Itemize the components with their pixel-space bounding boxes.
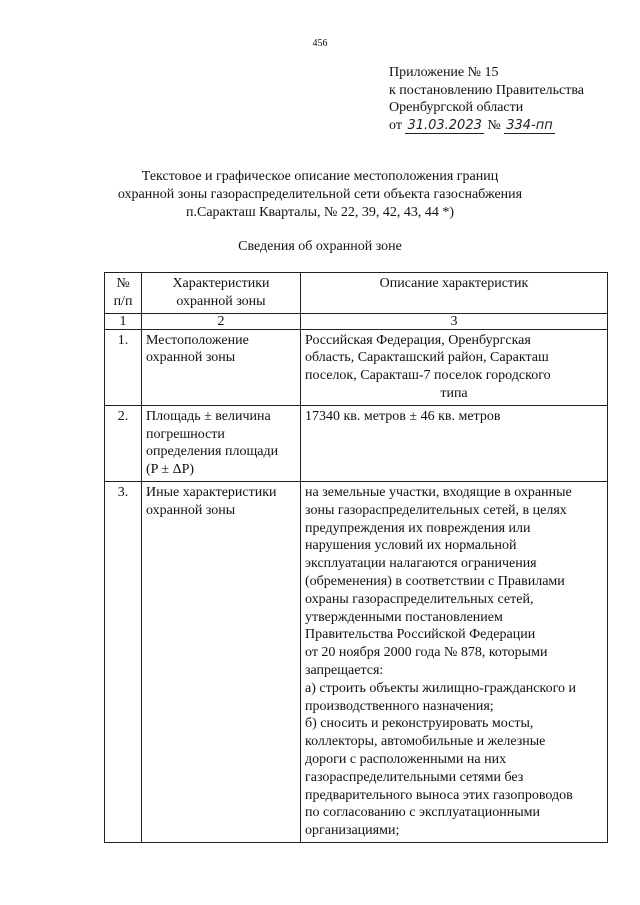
title-line-2: охранной зоны газораспределительной сети объекта газоснабжения — [117, 187, 523, 202]
table-header-row — [105, 273, 608, 314]
row-characteristic — [142, 405, 301, 481]
appendix-line-2: к постановлению Правительства — [389, 82, 585, 98]
title-line-1: Текстовое и графическое описание местоположения границ — [141, 169, 499, 184]
description-line: производственного назначения; — [305, 698, 494, 714]
description-line: по согласованию с эксплуатационными — [305, 805, 540, 821]
description-line: поселок, Саракташ-7 поселок городского — [305, 368, 551, 384]
table-row — [105, 405, 608, 481]
row-number: 2. — [105, 405, 142, 481]
appendix-date-line — [389, 117, 584, 135]
table-row — [105, 481, 608, 842]
zone-info-table — [104, 272, 608, 843]
description-line: б) сносить и реконструировать мосты, — [305, 716, 534, 732]
title-line-3: п.Саракташ Кварталы, № 22, 39, 42, 43, 44 *) — [186, 205, 454, 220]
row-number: 3. — [105, 481, 142, 842]
row-characteristic: Местоположение охранной зоны — [142, 329, 301, 405]
row-description — [301, 405, 608, 481]
description-line: 17340 кв. метров ± 46 кв. метров — [305, 408, 501, 424]
number-prefix: № — [487, 117, 501, 133]
handwritten-date: 31.03.2023 — [407, 117, 482, 133]
description-line: (обременения) в соответствии с Правилами — [305, 573, 565, 589]
characteristic-line: Площадь ± величина — [146, 408, 271, 424]
description-line: Правительства Российской Федерации — [305, 627, 536, 643]
date-prefix: от — [389, 117, 402, 133]
description-line: утвержденными постановлением — [305, 609, 503, 625]
description-line: предупреждения их повреждения или — [305, 520, 531, 536]
characteristic-line: определения площади — [146, 444, 279, 460]
header-description: Описание характеристик — [301, 273, 608, 314]
description-line: запрещается: — [305, 662, 384, 678]
description-line: охраны газораспределительных сетей, — [305, 591, 534, 607]
description-line: область, Саракташский район, Саракташ — [305, 350, 549, 366]
column-number: 1 — [105, 313, 142, 329]
description-line: Российская Федерация, Оренбургская — [305, 332, 531, 348]
characteristic-line: погрешности — [146, 426, 225, 442]
column-numbers-row — [105, 313, 608, 329]
table-row — [105, 329, 608, 405]
appendix-line-3: Оренбургской области — [389, 100, 524, 115]
characteristic-line: (P ± ΔP) — [146, 462, 195, 478]
header-number: № п/п — [105, 273, 142, 314]
column-number: 2 — [142, 313, 301, 329]
row-description — [301, 481, 608, 842]
description-line: дороги с расположенными на них — [305, 751, 507, 767]
row-description — [301, 329, 608, 405]
row-characteristic: Иные характеристики охранной зоны — [142, 481, 301, 842]
description-line: предварительного выноса этих газопроводов — [305, 787, 573, 803]
description-line: типа — [440, 385, 468, 401]
column-number: 3 — [301, 313, 608, 329]
description-line: газораспределительными сетями без — [305, 769, 524, 785]
description-line: эксплуатации налагаются ограничения — [305, 556, 537, 572]
page-number: 456 — [312, 38, 328, 49]
description-line: зоны газораспределительных сетей, в целях — [305, 502, 567, 518]
description-line: а) строить объекты жилищно-гражданского и — [305, 680, 576, 696]
header-characteristics: Характеристики охранной зоны — [142, 273, 301, 314]
appendix-line-1: Приложение № 15 — [389, 65, 499, 80]
row-number: 1. — [105, 329, 142, 405]
description-line: нарушения условий их нормальной — [305, 538, 517, 554]
description-line: на земельные участки, входящие в охранные — [305, 484, 572, 500]
section-title: Сведения об охранной зоне — [238, 239, 402, 254]
appendix-header — [389, 64, 584, 134]
document-title — [0, 168, 640, 222]
description-line: от 20 ноября 2000 года № 878, которыми — [305, 645, 548, 661]
handwritten-number: 334-пп — [506, 117, 553, 133]
description-line: коллекторы, автомобильные и железные — [305, 734, 546, 750]
description-line: организациями; — [305, 823, 400, 839]
